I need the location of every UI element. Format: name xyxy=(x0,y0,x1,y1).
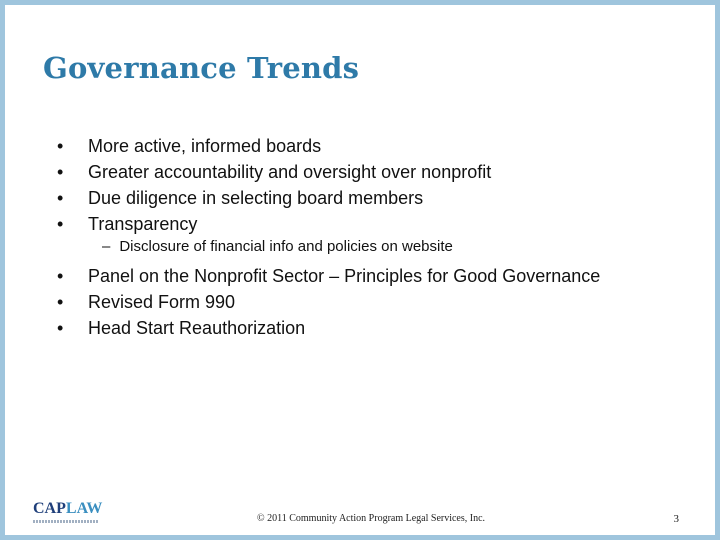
bullet-dot: • xyxy=(57,266,64,286)
bullet-text: Greater accountability and oversight over nonprofit xyxy=(88,162,492,182)
bullet-text: Due diligence in selecting board members xyxy=(88,188,424,208)
logo-law: LAW xyxy=(65,500,103,517)
caplaw-logo xyxy=(33,501,113,527)
bullet-text: Panel on the Nonprofit Sector – Principles for Good Governance xyxy=(88,266,601,286)
bullet-text: Transparency xyxy=(88,214,198,234)
bullet-text: Revised Form 990 xyxy=(88,292,236,312)
bullet-dot: • xyxy=(57,214,64,234)
logo-tagline-graphic xyxy=(33,520,99,523)
sub-bullet-text: Disclosure of financial info and policies on website xyxy=(119,238,453,255)
bullet-item xyxy=(57,263,600,289)
bullet-dot: • xyxy=(57,318,64,338)
sub-bullet-item xyxy=(102,238,453,255)
bullet-dot: • xyxy=(57,292,64,312)
bullet-dot: • xyxy=(57,136,64,156)
bullet-dot: • xyxy=(57,188,64,208)
bullet-item xyxy=(57,289,600,315)
bullet-list-secondary xyxy=(57,263,600,341)
page-number: 3 xyxy=(673,513,679,525)
bullet-item xyxy=(57,185,491,211)
copyright-notice: © 2011 Community Action Program Legal Services, Inc. xyxy=(257,513,486,524)
sub-bullet-dash: – xyxy=(102,238,111,255)
bullet-item xyxy=(57,315,600,341)
bullet-text: More active, informed boards xyxy=(88,136,322,156)
bullet-item xyxy=(57,133,491,159)
bullet-dot: • xyxy=(57,162,64,182)
logo-cap: CAP xyxy=(33,500,66,517)
bullet-list-primary xyxy=(57,133,491,237)
logo-wordmark xyxy=(33,501,113,517)
bullet-text: Head Start Reauthorization xyxy=(88,318,306,338)
bullet-item xyxy=(57,159,491,185)
bullet-item xyxy=(57,211,491,237)
slide-title: Governance Trends xyxy=(43,51,360,85)
